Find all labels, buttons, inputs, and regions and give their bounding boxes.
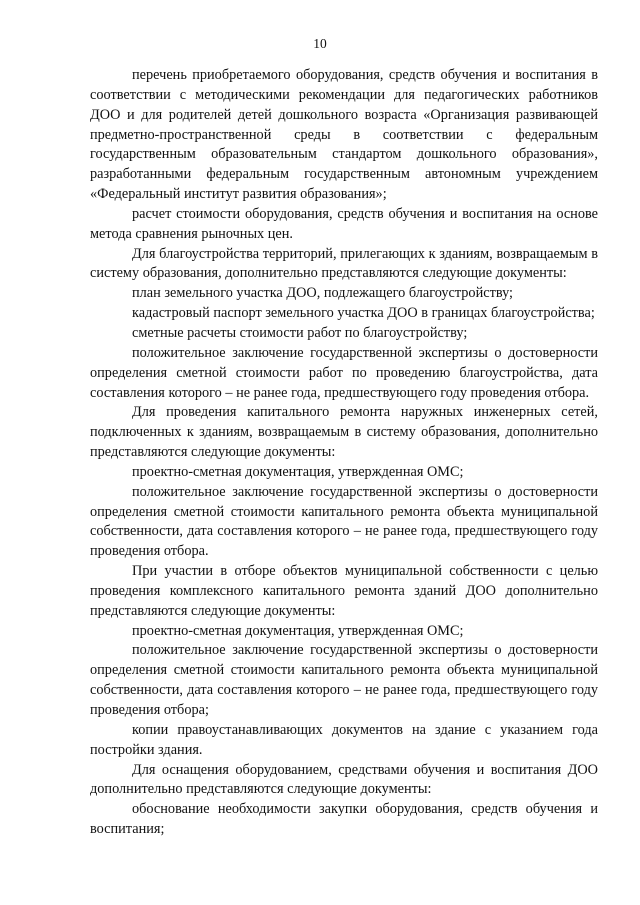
- document-body: [90, 66, 598, 840]
- paragraph-renovation-intro: При участии в отборе объектов муниципальной собственности с целью проведения комплексного капитального ремонта зданий ДОО дополнительно представляются следующие документы:: [90, 563, 598, 619]
- paragraph-renovation-design-docs: проектно-сметная документация, утвержденная ОМС;: [132, 622, 464, 639]
- paragraph-networks-expertise: положительное заключение государственной экспертизы о достоверности определения сметной стоимости капитального ремонта объекта муниципальной собственности, дата составления которого – не ранее года, предшествующего году проведения отбора.: [90, 483, 598, 560]
- paragraph-equipping-intro: Для оснащения оборудованием, средствами обучения и воспитания ДОО дополнительно представляются следующие документы:: [90, 761, 598, 798]
- paragraph-equipment-list: перечень приобретаемого оборудования, средств обучения и воспитания в соответствии с методическими рекомендации для педагогических работников ДОО и для родителей детей дошкольного возраста «Организация развивающей предметно-пространственной среды в соответствии с федеральным государственным образовательным стандартом дошкольного образования», разработанными федеральным государственным автономным учреждением «Федеральный институт развития образования»;: [90, 67, 598, 203]
- page-number: 10: [313, 36, 327, 51]
- paragraph-purchase-justification: обоснование необходимости закупки оборудования, средств обучения и воспитания;: [90, 801, 598, 838]
- paragraph-landscaping-intro: Для благоустройства территорий, прилегающих к зданиям, возвращаемым в систему образования, дополнительно представляются следующие документы:: [90, 245, 598, 282]
- paragraph-title-documents: копии правоустанавливающих документов на здание с указанием года постройки здания.: [90, 721, 598, 758]
- paragraph-cadastral-passport: кадастровый паспорт земельного участка ДОО в границах благоустройства;: [132, 305, 595, 322]
- paragraph-networks-intro: Для проведения капитального ремонта наружных инженерных сетей, подключенных к зданиям, возвращаемым в систему образования, дополнительно представляются следующие документы:: [90, 404, 598, 461]
- paragraph-renovation-expertise: положительное заключение государственной экспертизы о достоверности определения сметной стоимости капитального ремонта объекта муниципальной собственности, дата составления которого – не ранее года, предшествующего году проведения отбора;: [90, 642, 598, 718]
- paragraph-land-plan: план земельного участка ДОО, подлежащего благоустройству;: [132, 285, 514, 302]
- paragraph-networks-design-docs: проектно-сметная документация, утвержденная ОМС;: [132, 463, 464, 480]
- paragraph-cost-calculation: расчет стоимости оборудования, средств обучения и воспитания на основе метода сравнения рыночных цен.: [90, 205, 598, 242]
- paragraph-landscaping-expertise: положительное заключение государственной экспертизы о достоверности определения сметной стоимости работ по проведению благоустройства, дата составления которого – не ранее года, предшествующего году проведения отбора.: [90, 344, 598, 401]
- paragraph-estimates: сметные расчеты стоимости работ по благоустройству;: [132, 324, 468, 341]
